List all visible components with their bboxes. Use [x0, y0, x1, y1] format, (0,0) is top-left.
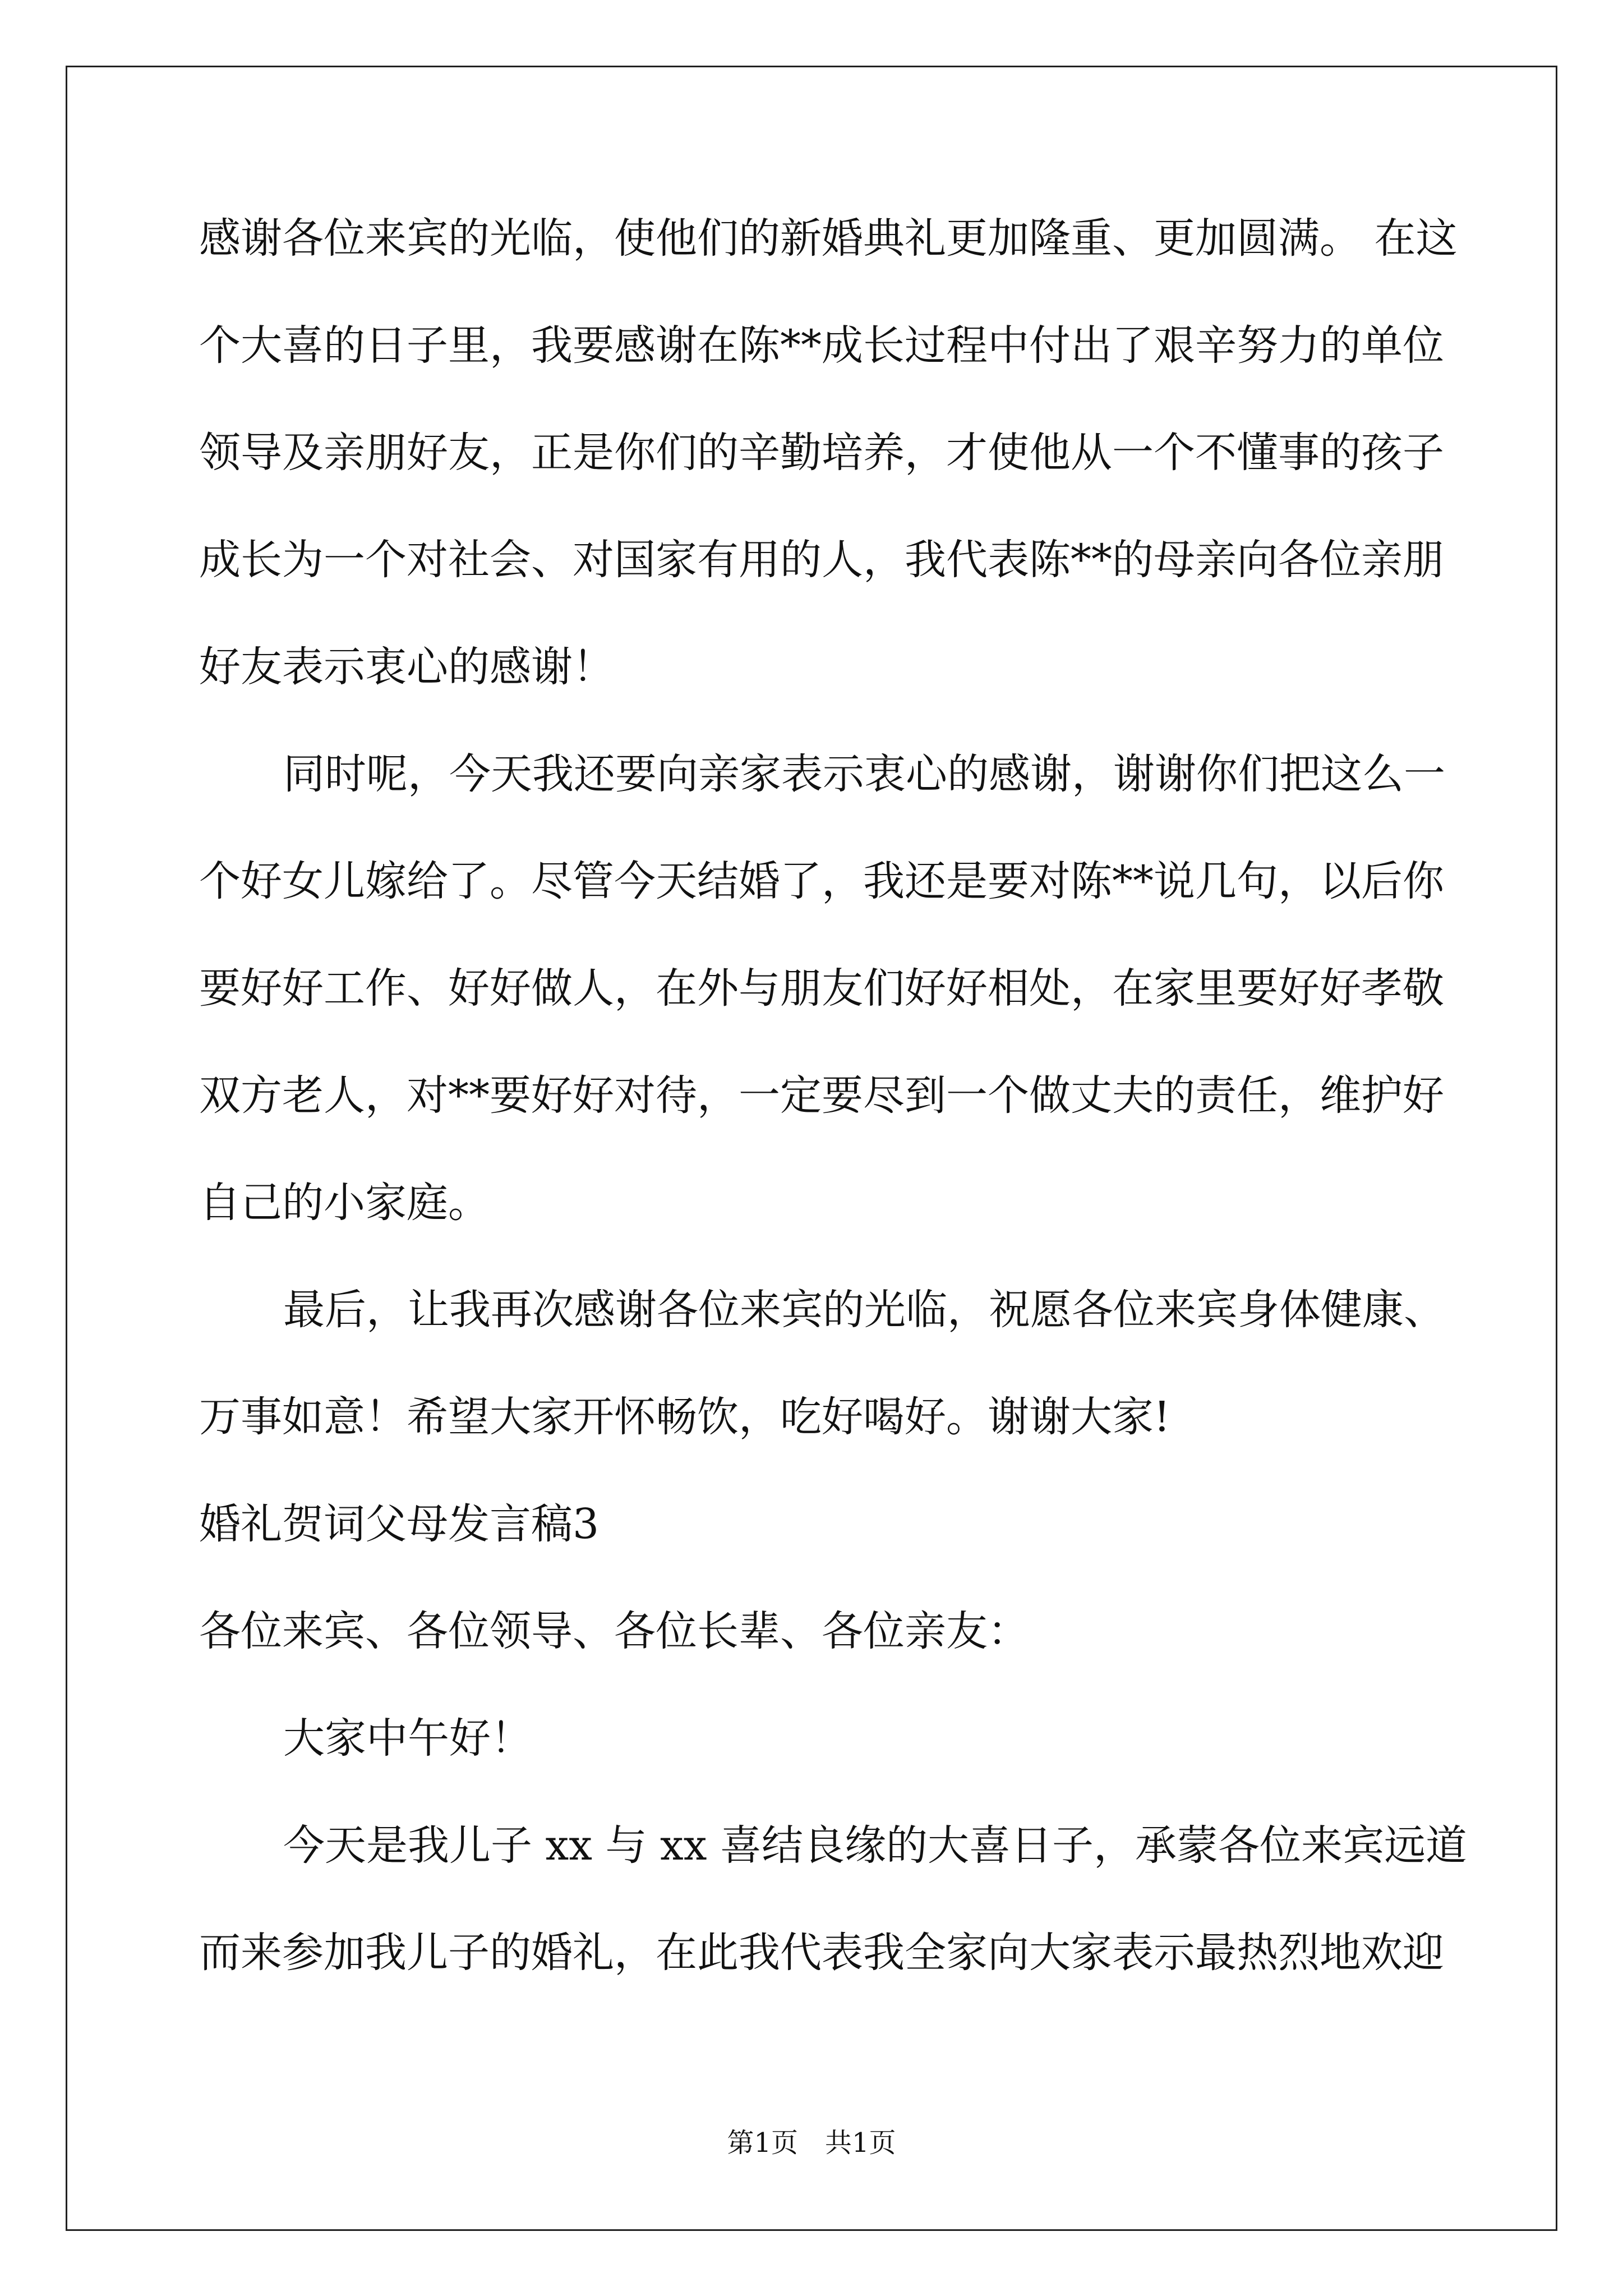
paragraph-line: 成长为一个对社会、对国家有用的人，我代表陈**的母亲向各位亲朋 — [199, 536, 1444, 584]
paragraph-line: 个好女儿嫁给了。尽管今天结婚了，我还是要对陈**说几句，以后你 — [199, 857, 1444, 905]
paragraph-line: 自己的小家庭。 — [199, 1179, 490, 1227]
paragraph-line: 而来参加我儿子的婚礼，在此我代表我全家向大家表示最热烈地欢迎 — [199, 1929, 1444, 1977]
paragraph-line: 同时呢，今天我还要向亲家表示衷心的感谢，谢谢你们把这么一 — [283, 750, 1445, 798]
section-heading: 婚礼贺词父母发言稿3 — [199, 1500, 600, 1548]
paragraph-line: 个大喜的日子里，我要感谢在陈**成长过程中付出了艰辛努力的单位 — [199, 321, 1444, 370]
paragraph-line: 领导及亲朋好友，正是你们的辛勤培养，才使他从一个不懂事的孩子 — [199, 429, 1444, 477]
greeting-line: 大家中午好！ — [283, 1714, 532, 1763]
document-body — [199, 210, 1468, 2032]
paragraph-line: 双方老人，对**要好好对待，一定要尽到一个做丈夫的责任，维护好 — [199, 1071, 1444, 1120]
paragraph-line: 今天是我儿子 xx 与 xx 喜结良缘的大喜日子，承蒙各位来宾远道 — [283, 1821, 1468, 1870]
salutation-line: 各位来宾、各位领导、各位长辈、各位亲友： — [199, 1607, 1029, 1655]
paragraph-line: 要好好工作、好好做人，在外与朋友们好好相处，在家里要好好孝敬 — [199, 964, 1444, 1013]
page-footer: 第1页 共1页 — [727, 2127, 896, 2159]
paragraph-line: 感谢各位来宾的光临，使他们的新婚典礼更加隆重、更加圆满。 在这 — [199, 214, 1458, 263]
paragraph-line: 好友表示衷心的感谢！ — [199, 643, 614, 691]
paragraph-line: 最后，让我再次感谢各位来宾的光临，祝愿各位来宾身体健康、 — [283, 1286, 1445, 1334]
paragraph-line: 万事如意！希望大家开怀畅饮，吃好喝好。谢谢大家! — [199, 1393, 1170, 1441]
